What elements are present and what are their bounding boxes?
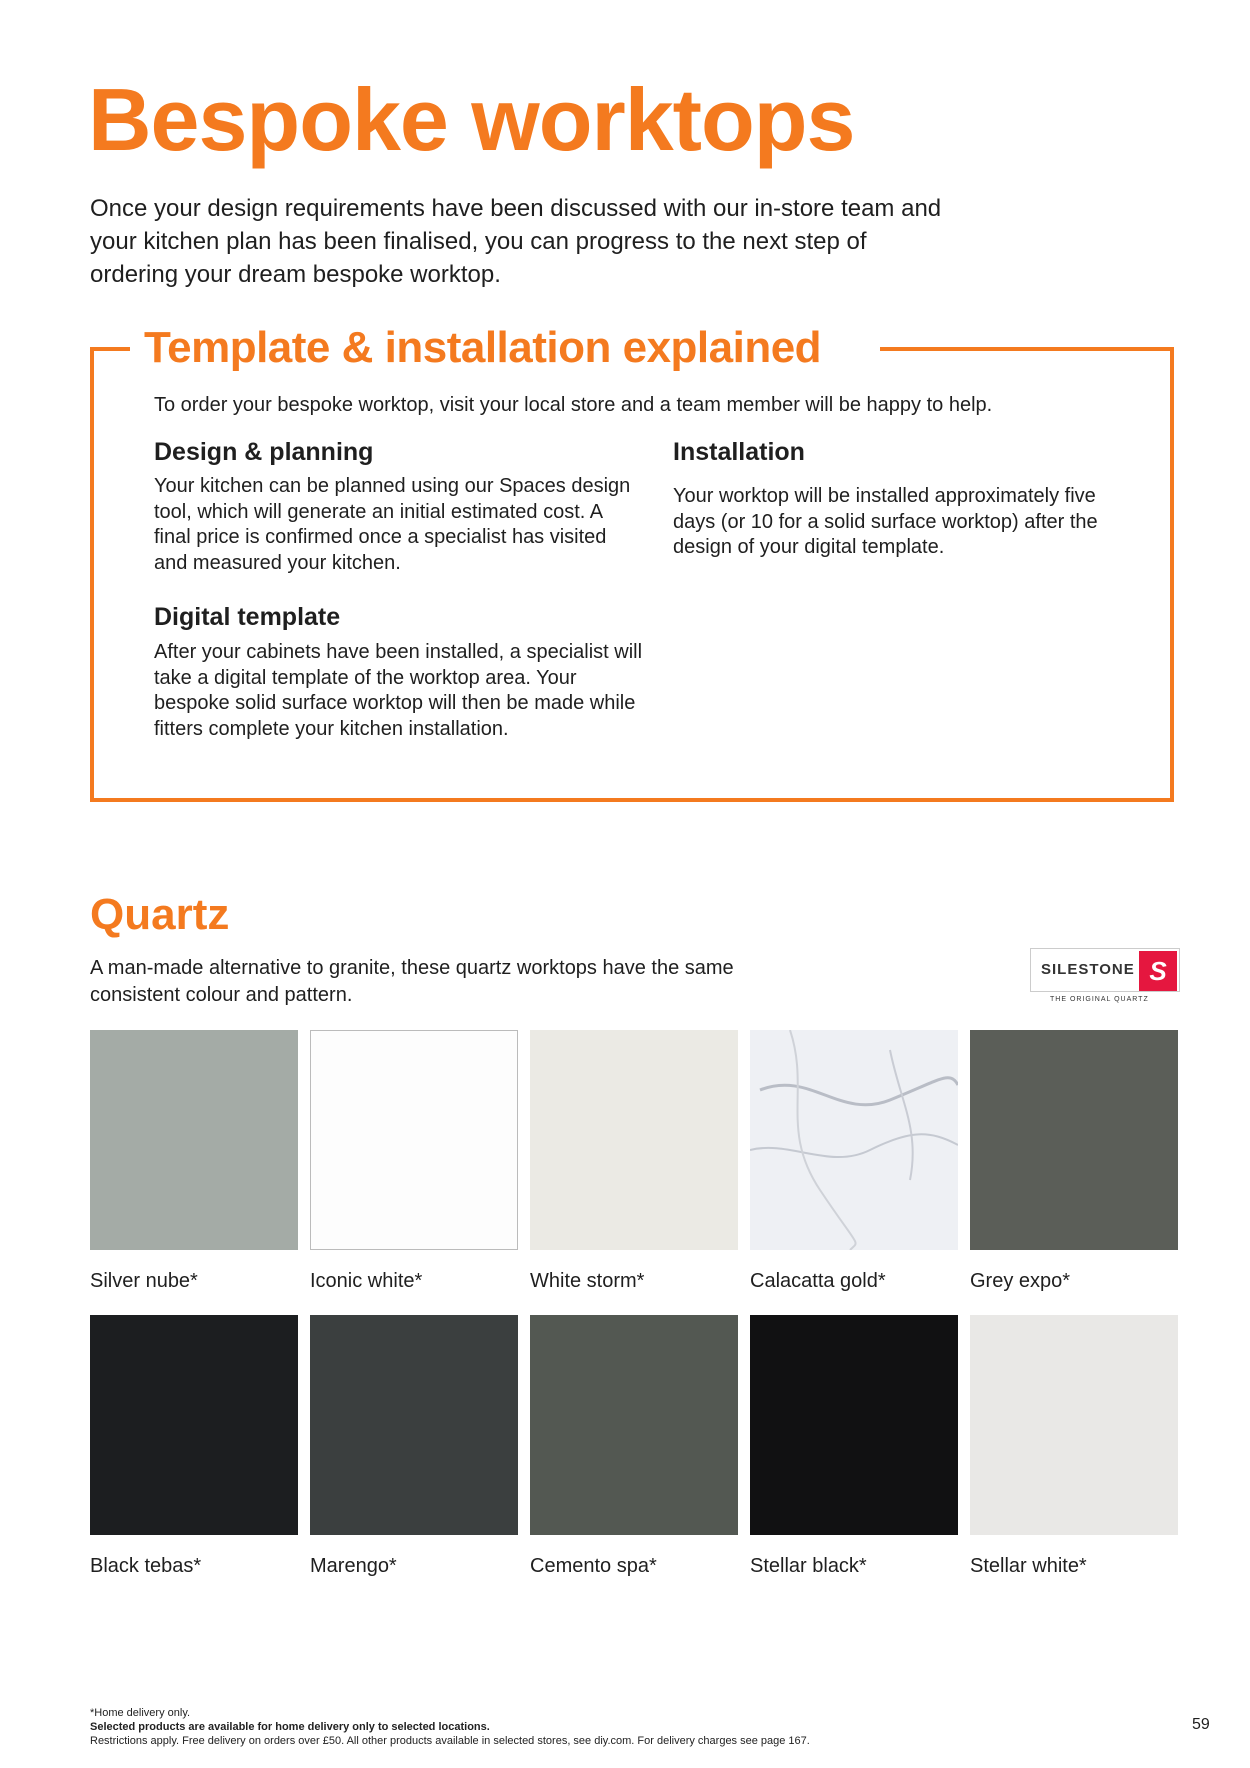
swatch-calacatta-gold[interactable] bbox=[750, 1030, 958, 1250]
box-top-border-right bbox=[880, 347, 1174, 351]
swatch-cemento-spa[interactable] bbox=[530, 1315, 738, 1535]
footnotes bbox=[90, 1706, 810, 1748]
marble-veins bbox=[750, 1030, 958, 1250]
box-top-border-left bbox=[90, 347, 130, 351]
design-planning-body: Your kitchen can be planned using our Spaces design tool, which will generate an initial estimated cost. A final price is confirmed once a specialist has visited and measured your kitchen. bbox=[154, 475, 631, 574]
template-section-title: Template & installation explained bbox=[144, 323, 822, 372]
swatch-label: Silver nube* bbox=[90, 1270, 198, 1292]
swatch-label: Marengo* bbox=[310, 1555, 397, 1577]
swatch-white-storm[interactable] bbox=[530, 1030, 738, 1250]
swatch-stellar-white[interactable] bbox=[970, 1315, 1178, 1535]
intro-paragraph: Once your design requirements have been discussed with our in-store team and your kitchen plan has been finalised, you can progress to the next step of ordering your dream bespoke worktop. bbox=[90, 195, 942, 288]
template-section-lead: To order your bespoke worktop, visit your local store and a team member will be happy to help. bbox=[154, 394, 993, 416]
swatch-marengo[interactable] bbox=[310, 1315, 518, 1535]
digital-template-heading: Digital template bbox=[154, 603, 341, 631]
swatch-label: Black tebas* bbox=[90, 1555, 202, 1577]
quartz-heading: Quartz bbox=[90, 890, 230, 939]
swatch-grey-expo[interactable] bbox=[970, 1030, 1178, 1250]
silestone-logo bbox=[1030, 948, 1180, 1008]
digital-template-body: After your cabinets have been installed, a specialist will take a digital template of the worktop area. Your bespoke solid surface worktop will then be made while fitters complete your kitchen installation. bbox=[154, 641, 643, 740]
swatch-stellar-black[interactable] bbox=[750, 1315, 958, 1535]
logo-mark: S bbox=[1139, 951, 1177, 991]
quartz-description: A man-made alternative to granite, these quartz worktops have the same consistent colour and pattern. bbox=[90, 957, 734, 1006]
swatch-label: Calacatta gold* bbox=[750, 1270, 886, 1292]
page-title: Bespoke worktops bbox=[88, 70, 855, 169]
footnote-home-delivery: *Home delivery only. bbox=[90, 1707, 191, 1719]
swatch-label: Grey expo* bbox=[970, 1270, 1071, 1292]
page-number: 59 bbox=[1192, 1716, 1210, 1733]
logo-plate bbox=[1030, 948, 1180, 992]
swatch-iconic-white[interactable] bbox=[310, 1030, 518, 1250]
swatch-silver-nube[interactable] bbox=[90, 1030, 298, 1250]
footnote-restrictions: Restrictions apply. Free delivery on orders over £50. All other products available in selected stores, see diy.com. For delivery charges see page 167. bbox=[90, 1735, 810, 1747]
footnote-selected-products: Selected products are available for home delivery only to selected locations. bbox=[90, 1721, 490, 1733]
installation-body: Your worktop will be installed approximately five days (or 10 for a solid surface worktop) after the design of your digital template. bbox=[673, 485, 1098, 558]
logo-tagline: THE ORIGINAL QUARTZ bbox=[1050, 996, 1149, 1003]
logo-wordmark: SILESTONE bbox=[1041, 961, 1135, 978]
swatch-label: Iconic white* bbox=[310, 1270, 423, 1292]
swatch-label: Stellar white* bbox=[970, 1555, 1087, 1577]
installation-heading: Installation bbox=[673, 438, 805, 466]
swatch-label: Cemento spa* bbox=[530, 1555, 657, 1577]
swatch-black-tebas[interactable] bbox=[90, 1315, 298, 1535]
swatch-label: White storm* bbox=[530, 1270, 645, 1292]
swatch-label: Stellar black* bbox=[750, 1555, 867, 1577]
design-planning-heading: Design & planning bbox=[154, 438, 374, 466]
